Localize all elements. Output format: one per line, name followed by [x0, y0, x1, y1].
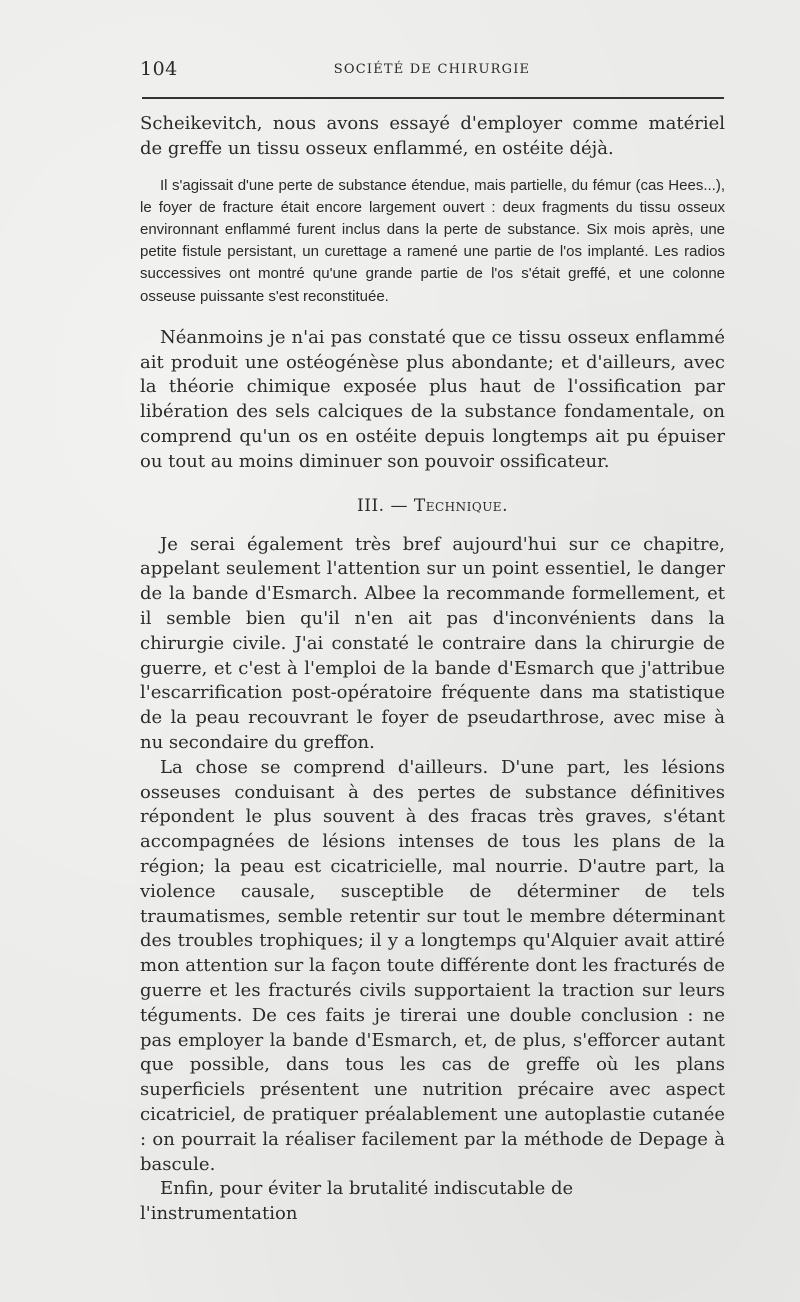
case-report-paragraph: Il s'agissait d'une perte de substance étendue, mais partielle, du fémur (cas Hees...), le foyer de fracture était encore largement ouvert : deux fragments du tissu osseux environnant enflammé furent inclus dans la perte de substance. Six mois après, une petite fistule persistant, un curettage a ramené une partie de l'os implanté. Les radios successives ont montré qu'une grande partie de l'os s'était greffé, et une colonne osseuse puissante s'est reconstituée.: [140, 176, 725, 305]
running-title: SOCIÉTÉ DE CHIRURGIE: [333, 62, 531, 77]
paragraph-la-chose: La chose se comprend d'ailleurs. D'une part, les lésions osseuses conduisant à des pertes de substance définitives répondent le plus souvent à des fracas très graves, s'étant accompagnées de lésions intenses de tous les plans de la région; la peau est cicatricielle, mal nourrie. D'autre part, la violence causale, susceptible de déterminer de tels traumatismes, semble retentir sur tout le membre déterminant des troubles trophiques; il y a longtemps qu'Alquier avait attiré mon attention sur la façon toute différente dont les fracturés de guerre et les fracturés civils supportaient la traction sur leurs téguments. De ces faits je tirerai une double conclusion : ne pas employer la bande d'Esmarch, et, de plus, s'efforcer autant que possible, dans tous les cas de greffe où les plans superficiels présentent une nutrition précaire avec aspect cicatriciel, de pratiquer préalablement une autoplastie cutanée : on pourrait la réaliser facilement par la méthode de Depage à bascule.: [140, 756, 725, 1175]
paragraph-neanmoins: Néanmoins je n'ai pas constaté que ce tissu osseux enflammé ait produit une ostéogénèse plus abondante; et d'ailleurs, avec la théorie chimique exposée plus haut de l'ossification par libération des sels calciques de la substance fondamentale, on comprend qu'un os en ostéite depuis longtemps ait pu épuiser ou tout au moins diminuer son pouvoir ossificateur.: [140, 326, 725, 472]
paragraph-technique: Je serai également très bref aujourd'hui sur ce chapitre, appelant seulement l'attention sur un point essentiel, le danger de la bande d'Esmarch. Albee la recommande formellement, et il semble bien qu'il n'en ait pas d'inconvénients dans la chirurgie civile. J'ai constaté le contraire dans la chirurgie de guerre, et c'est à l'emploi de la bande d'Esmarch que j'attribue l'escarrification post-opératoire fréquente dans ma statistique de la peau recouvrant le foyer de pseudarthrose, avec mise à nu secondaire du greffon.: [140, 533, 725, 753]
paragraph-continuation: Scheikevitch, nous avons essayé d'employer comme matériel de greffe un tissu osseux enflammé, en ostéite déjà.: [140, 113, 725, 159]
running-header: [140, 58, 724, 88]
section-title: Technique.: [413, 495, 508, 516]
paragraph-enfin: Enfin, pour éviter la brutalité indiscutable de l'instrumentation: [140, 1178, 574, 1225]
section-heading: [140, 496, 725, 516]
section-numeral: III. —: [357, 495, 414, 516]
page-number: 104: [140, 58, 178, 80]
header-rule: [142, 97, 724, 99]
page-content: [140, 112, 725, 1227]
